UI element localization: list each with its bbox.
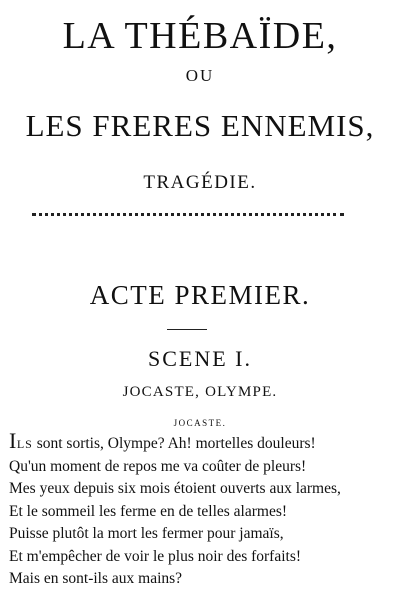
verse-line: Qu'un moment de repos me va coûter de pleurs! bbox=[9, 457, 307, 475]
drop-cap: I bbox=[9, 428, 17, 453]
verse-block bbox=[9, 430, 394, 591]
first-word-smallcaps: LS bbox=[16, 437, 33, 451]
play-genre: TRAGÉDIE. bbox=[143, 172, 257, 193]
scene-characters: JOCASTE, OLYMPE. bbox=[122, 384, 278, 400]
verse-line: Mes yeux depuis six mois étoient ouverts aux larmes, bbox=[9, 480, 341, 497]
verse-line: Et m'empêcher de voir le plus noir des forfaits! bbox=[9, 547, 302, 565]
play-subtitle: LES FRERES ENNEMIS, bbox=[25, 108, 375, 143]
speaker-name: JOCASTE. bbox=[173, 418, 227, 428]
short-divider bbox=[167, 329, 207, 330]
scene-heading: SCENE I. bbox=[148, 346, 252, 371]
title-connector: OU bbox=[185, 66, 215, 85]
first-line-text: sont sortis, Olympe? Ah! mortelles douleurs! bbox=[32, 435, 316, 452]
play-title: LA THÉBAÏDE, bbox=[62, 15, 338, 57]
verse-line: Puisse plutôt la mort les fermer pour jamaïs, bbox=[9, 525, 284, 542]
act-heading: ACTE PREMIER. bbox=[89, 280, 311, 310]
verse-line: Mais en sont-ils aux mains? bbox=[9, 570, 183, 587]
verse-line bbox=[9, 430, 394, 456]
dotted-divider bbox=[32, 213, 344, 216]
verse-line: Et le sommeil les ferme en de telles alarmes! bbox=[9, 502, 288, 520]
